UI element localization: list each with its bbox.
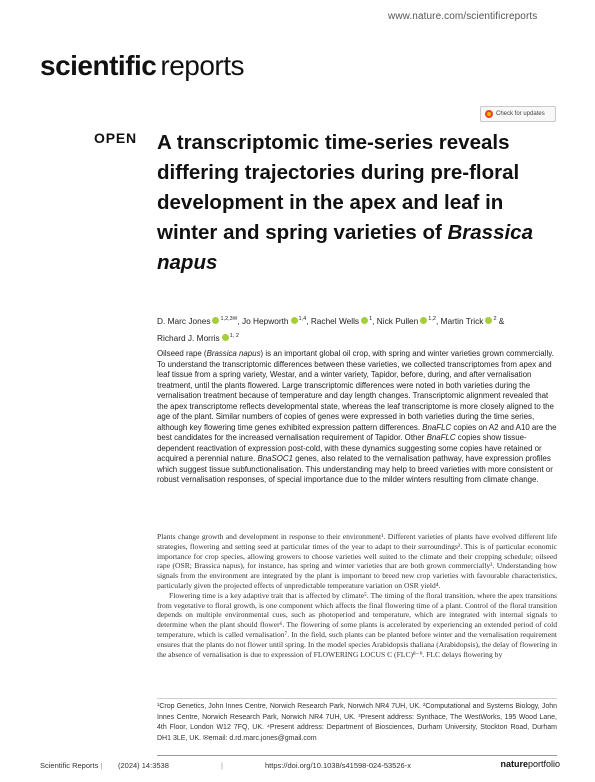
orcid-icon[interactable]	[361, 317, 368, 324]
author-name[interactable]: Rachel Wells	[310, 315, 360, 326]
masthead-reports: reports	[160, 50, 245, 81]
title-main: A transcriptomic time-series reveals differing trajectories during pre-floral development in the apex and leaf in winter and spring varieties of	[157, 131, 520, 244]
footer-doi-link[interactable]: https://doi.org/10.1038/s41598-024-53526-x	[265, 761, 411, 770]
check-for-updates-label: Check for updates	[496, 111, 545, 117]
author-name[interactable]: Jo Hepworth	[241, 315, 289, 326]
footer-volume: (2024) 14:3538 |	[118, 761, 223, 770]
title-species: Brassica napus	[157, 221, 533, 274]
body-paragraph: Plants change growth and development in response to their environment¹. Different varieties of plants have evolved different life strategies, flowering and setting seed at particular times of the year to adapt to their surroundings². This is of particular economic importance for crop species, allowing growers to choose varieties well suited to the climate and their cropping schedule; oilseed rape (OSR; Brassica napus), for instance, has spring and winter varieties that are both grown commercially³. Understanding how signals from the environment are integrated by the plant is important to breed new crop varieties with favourable characteristics, particularly given the projected effects of unpredictable temperature variation on OSR yield⁴.	[157, 532, 557, 590]
check-for-updates-button[interactable]	[480, 106, 556, 122]
author-affiliation-ref[interactable]: 1	[369, 316, 373, 322]
open-access-label: OPEN	[94, 130, 137, 146]
footer-divider	[157, 755, 557, 756]
masthead-scientific: scientific	[40, 50, 157, 81]
article-title	[157, 128, 557, 278]
abstract: Oilseed rape (Brassica napus) is an important global oil crop, with spring and winter varieties grown commercially. To understand the transcriptomic differences between these varieties, we collected transcriptomes from apex and leaf tissue from a spring variety, Westar, and a winter variety, Tapidor, before, during, and after vernalisation treatment, until the plants flowered. Large transcriptomic differences were noted in both varieties during the vernalisation treatment because of temperature and day length changes. Transcriptomic alignment revealed that the apex transcriptome reflects developmental state, whereas the leaf transcriptome is more closely aligned to the age of the plant. Similar numbers of copies of genes were expressed in both varieties during the time series, although key flowering time genes exhibited expression pattern differences. BnaFLC copies on A2 and A10 are the best candidates for the increased vernalisation requirement of Tapidor. Other BnaFLC copies show tissue-dependent reactivation of expression post-cold, with these dynamics suggesting some copies have retained or acquired a perennial nature. BnaSOC1 genes, also related to the vernalisation pathway, have expression profiles which suggest tissue subfunctionalisation. This understanding may help to breed varieties with more consistent or robust vernalisation responses, of special importance due to the milder winters resulting from climate change.	[157, 349, 557, 484]
orcid-icon[interactable]	[291, 317, 298, 324]
author-affiliation-ref[interactable]: 1,2	[428, 316, 436, 322]
article-body	[157, 532, 557, 659]
footer-journal: Scientific Reports |	[40, 761, 103, 770]
orcid-icon[interactable]	[420, 317, 427, 324]
affiliations-footnote: ¹Crop Genetics, John Innes Centre, Norwich Research Park, Norwich NR4 7UH, UK. ²Computational and Systems Biology, John Innes Centre, Norwich Research Park, Norwich NR4 7UH, UK. ³Present address: Synthace, The WestWorks, 195 Wood Lane, 4th Floor, London W12 7FQ, UK. ⁴Present address: Department of Biosciences, Durham University, Stockton Road, Durham DH1 3LE, UK. ✉email: d.rd.marc.jones@gmail.com	[157, 703, 557, 743]
author-affiliation-ref[interactable]: 1, 2	[229, 332, 239, 339]
page-footer	[40, 759, 560, 773]
footnote-divider	[157, 698, 557, 699]
author-name[interactable]: Martin Trick	[440, 315, 484, 326]
orcid-icon[interactable]	[212, 317, 219, 324]
journal-masthead[interactable]	[40, 50, 244, 82]
author-affiliation-ref[interactable]: 2	[493, 316, 497, 322]
author-affiliation-ref[interactable]: 1,4	[298, 316, 307, 322]
orcid-icon[interactable]	[485, 317, 492, 324]
author-name[interactable]: Richard J. Morris	[157, 332, 220, 343]
site-url[interactable]: www.nature.com/scientificreports	[388, 11, 538, 22]
body-paragraph: Flowering time is a key adaptive trait that is affected by climate⁵. The timing of the floral transition, where the apex transitions from vegetative to floral growth, is one component which affects the final flowering time of a plant. Control of the floral transition depends on multiple environmental cues, such as photoperiod and temperature, which are integrated with internal signals to determine when the plant should flower⁶. The flowering of some plants is accelerated by experiencing an extended period of cold temperature, which is called vernalisation⁷. In the field, such plants can be planted before winter and the vernalisation requirement ensures that the plants do not flower until spring. In the model species Arabidopsis thaliana (Arabidopsis), the delay of flowering in the absence of vernalisation is due to expression of FLOWERING LOCUS C (FLC)⁸⁻⁹. FLC delays flowering by	[157, 590, 557, 659]
orcid-icon[interactable]	[222, 334, 229, 341]
author-name[interactable]: D. Marc Jones	[157, 315, 211, 326]
nature-portfolio-logo: natureportfolio	[500, 759, 560, 769]
crossmark-icon	[485, 110, 493, 118]
author-name[interactable]: Nick Pullen	[376, 315, 419, 326]
author-list: D. Marc Jones $^{1,2,3✉}$, Jo Hepworth $^{1,4}$, Rachel Wells $^1$, Nick Pullen $^{1,2}$, Martin Trick $^2$ & Richard J. Morris $^{1, 2}$	[157, 315, 505, 343]
author-affiliation-ref[interactable]: 1,2,3	[220, 316, 233, 322]
